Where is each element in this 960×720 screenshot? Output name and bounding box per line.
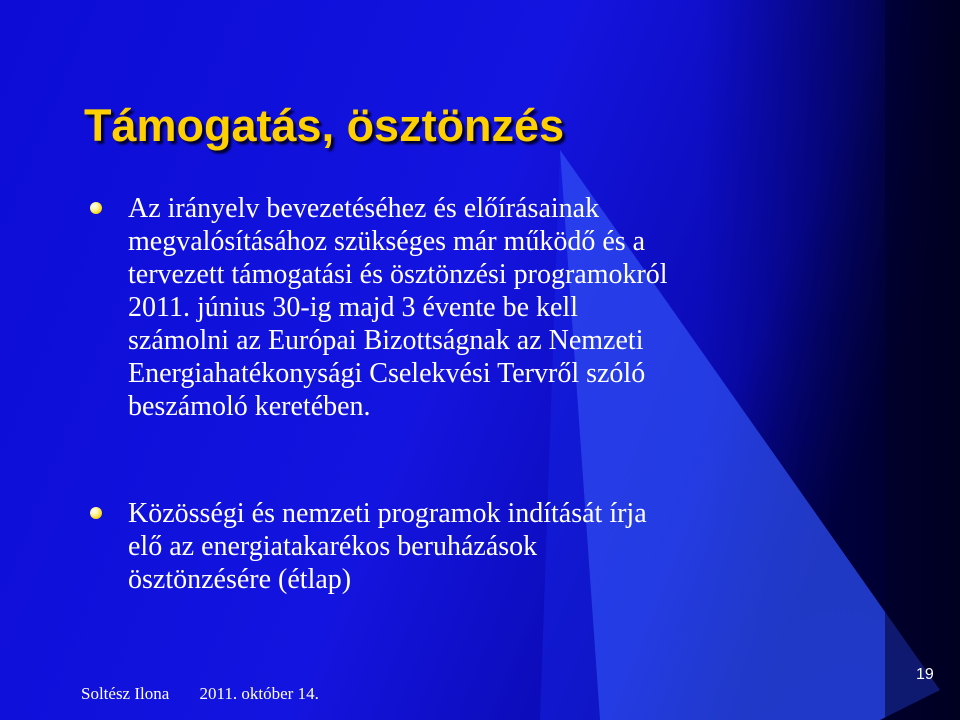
bullet-text-2 — [128, 497, 647, 596]
page-number: 19 — [916, 666, 934, 683]
bullet-icon — [90, 202, 102, 214]
bullet-1-line: megvalósításához szükséges már működő és a — [128, 226, 646, 257]
slide-title: Támogatás, ösztönzés — [84, 100, 565, 151]
bullet-1-line: beszámoló keretében. — [128, 391, 371, 422]
bullet-text-1 — [128, 192, 668, 423]
bullet-1-line: Az irányelv bevezetéséhez és előírásainak — [128, 193, 600, 224]
bullet-1-line: Energiahatékonysági Cselekvési Tervről szóló — [128, 358, 646, 389]
bullet-2-line: ösztönzésére (étlap) — [128, 564, 352, 595]
bullet-1-line: 2011. június 30-ig majd 3 évente be kell — [128, 292, 578, 323]
footer-date: 2011. október 14. — [199, 684, 319, 703]
bullet-1-line: tervezett támogatási és ösztönzési programokról — [128, 259, 668, 290]
slide-footer — [81, 684, 345, 704]
bullet-2-line: Közösségi és nemzeti programok indítását írja — [128, 498, 647, 529]
bullet-2-line: elő az energiatakarékos beruházások — [128, 531, 538, 562]
footer-author: Soltész Ilona — [81, 684, 170, 703]
bullet-icon — [90, 507, 102, 519]
bullet-1-line: számolni az Európai Bizottságnak az Nemzeti — [128, 325, 644, 356]
